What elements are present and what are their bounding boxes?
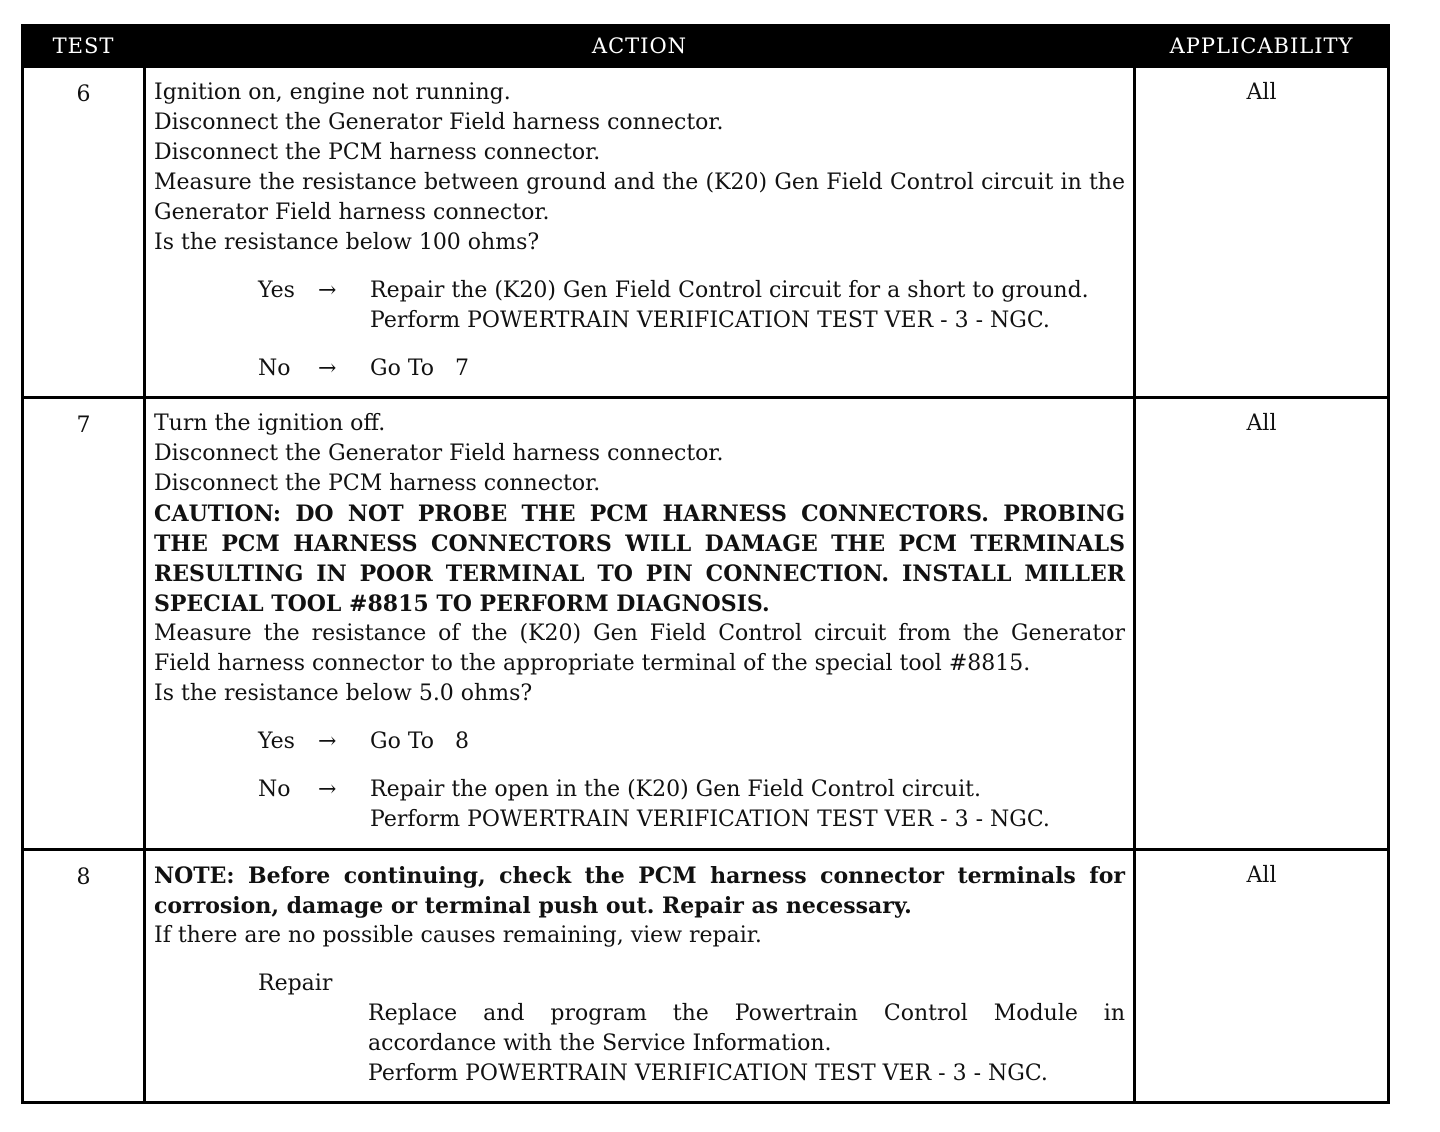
action-line: Disconnect the Generator Field harness connector. bbox=[154, 441, 724, 466]
arrow-icon: → bbox=[318, 278, 337, 303]
yes-response bbox=[258, 276, 1125, 336]
applicability-cell: All bbox=[1135, 67, 1389, 398]
note-text: NOTE: Before continuing, check the PCM harness connector terminals for corrosion, damage or terminal push out. Repair as necessary. bbox=[154, 863, 1125, 919]
applicability-cell: All bbox=[1135, 398, 1389, 850]
repair-line: Perform POWERTRAIN VERIFICATION TEST VER - 3 - NGC. bbox=[368, 1061, 1048, 1086]
action-line: Measure the resistance of the (K20) Gen Field Control circuit from the Generator Field harness connector to the appropriate terminal of the special tool #8815. bbox=[154, 621, 1125, 676]
arrow-icon: → bbox=[318, 777, 337, 802]
response-line: Perform POWERTRAIN VERIFICATION TEST VER - 3 - NGC. bbox=[370, 308, 1050, 333]
table-row bbox=[23, 850, 1389, 1103]
no-response bbox=[258, 775, 1125, 835]
action-line: Disconnect the Generator Field harness connector. bbox=[154, 110, 724, 135]
action-line: Ignition on, engine not running. bbox=[154, 80, 511, 105]
action-cell bbox=[145, 850, 1135, 1103]
test-number: 7 bbox=[23, 398, 145, 850]
action-line: If there are no possible causes remaining, view repair. bbox=[154, 923, 762, 948]
action-line: Disconnect the PCM harness connector. bbox=[154, 140, 601, 165]
header-action: ACTION bbox=[145, 26, 1135, 67]
action-line: Is the resistance below 5.0 ohms? bbox=[154, 681, 533, 706]
response-line: Perform POWERTRAIN VERIFICATION TEST VER - 3 - NGC. bbox=[370, 807, 1050, 832]
response-line: Go To 7 bbox=[370, 356, 469, 381]
action-line: Is the resistance below 100 ohms? bbox=[154, 230, 540, 255]
table-row bbox=[23, 67, 1389, 398]
repair-line: Replace and program the Powertrain Control Module in accordance with the Service Information. bbox=[368, 1001, 1125, 1056]
action-line: Measure the resistance between ground and the (K20) Gen Field Control circuit in the Generator Field harness connector. bbox=[154, 170, 1125, 225]
action-cell bbox=[145, 398, 1135, 850]
yes-label: Yes bbox=[258, 278, 295, 303]
applicability-cell: All bbox=[1135, 850, 1389, 1103]
test-table bbox=[21, 24, 1390, 1104]
no-label: No bbox=[258, 356, 291, 381]
response-line: Go To 8 bbox=[370, 729, 469, 754]
yes-label: Yes bbox=[258, 729, 295, 754]
repair-instructions bbox=[368, 999, 1125, 1089]
arrow-icon: → bbox=[318, 356, 337, 381]
header-applicability: APPLICABILITY bbox=[1135, 26, 1389, 67]
action-line: Turn the ignition off. bbox=[154, 411, 386, 436]
arrow-icon: → bbox=[318, 729, 337, 754]
header-test: TEST bbox=[23, 26, 145, 67]
yes-response bbox=[258, 727, 1125, 757]
action-line: Disconnect the PCM harness connector. bbox=[154, 471, 601, 496]
repair-label: Repair bbox=[258, 971, 333, 996]
no-response bbox=[258, 354, 1125, 384]
header-row bbox=[23, 26, 1389, 67]
no-label: No bbox=[258, 777, 291, 802]
table-row bbox=[23, 398, 1389, 850]
diagnostic-test-table bbox=[21, 24, 1389, 1104]
response-line: Repair the open in the (K20) Gen Field Control circuit. bbox=[370, 777, 981, 802]
response-line: Repair the (K20) Gen Field Control circuit for a short to ground. bbox=[370, 278, 1089, 303]
test-number: 8 bbox=[23, 850, 145, 1103]
action-cell bbox=[145, 67, 1135, 398]
caution-text: CAUTION: DO NOT PROBE THE PCM HARNESS CONNECTORS. PROBING THE PCM HARNESS CONNECTORS WILL DAMAGE THE PCM TERMINALS RESULTING IN POOR TERMINAL TO PIN CONNECTION. INSTALL MILLER SPECIAL TOOL #8815 TO PERFORM DIAGNOSIS. bbox=[154, 501, 1125, 617]
test-number: 6 bbox=[23, 67, 145, 398]
